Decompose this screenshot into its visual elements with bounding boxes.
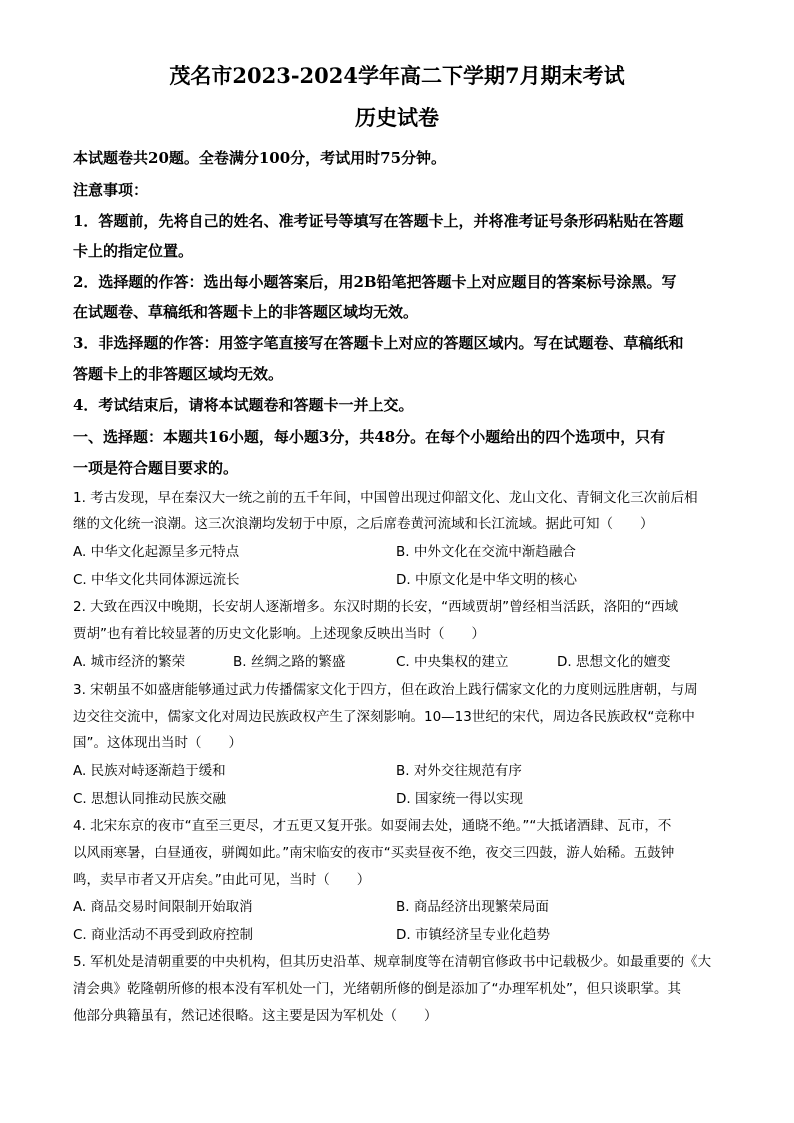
q4-option-b: B. 商品经济出现繁荣局面 xyxy=(396,899,549,915)
question-3-line-2: 边交往交流中，儒家文化对周边民族政权产生了深刻影响。10—13世纪的宋代，周边各民族政权“竞称中 xyxy=(73,709,695,725)
question-2-line-1: 2. 大致在西汉中晚期，长安胡人逐渐增多。东汉时期的长安，“西域贾胡”曾经相当活跃，洛阳的“西域 xyxy=(73,599,679,615)
question-3-line-3: 国”。这体现出当时（ ） xyxy=(73,735,242,751)
q1-option-b: B. 中外文化在交流中渐趋融合 xyxy=(396,544,576,560)
notice-item-1-line-1: 1．答题前，先将自己的姓名、准考证号等填写在答题卡上，并将准考证号条形码粘贴在答题 xyxy=(73,212,684,230)
question-5-line-1: 5. 军机处是清朝重要的中央机构，但其历史沿革、规章制度等在清朝官修政书中记载极少。如最重要的《大 xyxy=(73,954,712,970)
notice-item-2-line-1: 2．选择题的作答：选出每小题答案后，用2B铅笔把答题卡上对应题目的答案标号涂黑。写 xyxy=(73,273,677,291)
page-title: 茂名市2023-2024学年高二下学期7月期末考试 xyxy=(169,63,625,88)
q4-option-d: D. 市镇经济呈专业化趋势 xyxy=(396,927,550,943)
question-1-line-1: 1. 考古发现，早在秦汉大一统之前的五千年间，中国曾出现过仰韶文化、龙山文化、青铜文化三次前后相 xyxy=(73,490,698,506)
notice-item-3-line-2: 答题卡上的非答题区域均无效。 xyxy=(73,365,284,383)
q4-option-c: C. 商业活动不再受到政府控制 xyxy=(73,927,254,943)
q2-option-b: B. 丝绸之路的繁盛 xyxy=(233,654,346,670)
notice-item-2-line-2: 在试题卷、草稿纸和答题卡上的非答题区域均无效。 xyxy=(73,303,419,321)
q3-option-b: B. 对外交往规范有序 xyxy=(396,763,522,779)
question-3-line-1: 3. 宋朝虽不如盛唐能够通过武力传播儒家文化于四方，但在政治上践行儒家文化的力度则远胜唐朝，与周 xyxy=(73,682,698,698)
q1-option-d: D. 中原文化是中华文明的核心 xyxy=(396,572,577,588)
q3-option-c: C. 思想认同推动民族交融 xyxy=(73,791,227,807)
q3-option-a: A. 民族对峙逐渐趋于缓和 xyxy=(73,763,226,779)
q4-option-a: A. 商品交易时间限制开始取消 xyxy=(73,899,253,915)
notice-item-3-line-1: 3．非选择题的作答：用签字笔直接写在答题卡上对应的答题区域内。写在试题卷、草稿纸和 xyxy=(73,334,684,352)
q1-option-a: A. 中华文化起源呈多元特点 xyxy=(73,544,240,560)
question-2-line-2: 贾胡”也有着比较显著的历史文化影响。上述现象反映出当时（ ） xyxy=(73,626,485,642)
section-heading-line-1: 一、选择题：本题共16小题，每小题3分，共48分。在每个小题给出的四个选项中，只有 xyxy=(73,428,666,446)
q2-option-a: A. 城市经济的繁荣 xyxy=(73,654,186,670)
notice-heading: 注意事项： xyxy=(73,181,149,199)
question-4-line-1: 4. 北宋东京的夜市“直至三更尽，才五更又复开张。如耍闹去处，通晓不绝。”“大抵诸酒肆、瓦市，不 xyxy=(73,818,672,834)
q2-option-d: D. 思想文化的嬗变 xyxy=(557,654,671,670)
question-1-line-2: 继的文化统一浪潮。这三次浪潮均发轫于中原，之后席卷黄河流域和长江流域。据此可知（ ） xyxy=(73,516,654,532)
notice-item-4: 4．考试结束后，请将本试题卷和答题卡一并上交。 xyxy=(73,396,414,414)
notice-item-1-line-2: 卡上的指定位置。 xyxy=(73,242,194,260)
question-4-line-3: 鸣，卖早市者又开店矣。”由此可见，当时（ ） xyxy=(73,872,371,888)
section-heading-line-2: 一项是符合题目要求的。 xyxy=(73,459,239,477)
question-5-line-3: 他部分典籍虽有，然记述很略。这主要是因为军机处（ ） xyxy=(73,1008,438,1024)
q2-option-c: C. 中央集权的建立 xyxy=(396,654,509,670)
intro-text: 本试题卷共20题。全卷满分100分，考试用时75分钟。 xyxy=(73,149,447,167)
page-subtitle: 历史试卷 xyxy=(355,105,439,130)
q1-option-c: C. 中华文化共同体源远流长 xyxy=(73,572,240,588)
question-5-line-2: 清会典》乾隆朝所修的根本没有军机处一门，光绪朝所修的倒是添加了“办理军机处”，但只谈职掌。其 xyxy=(73,981,681,997)
q3-option-d: D. 国家统一得以实现 xyxy=(396,791,523,807)
question-4-line-2: 以风雨寒暑，白昼通夜，骈阗如此。”南宋临安的夜市“买卖昼夜不绝，夜交三四鼓，游人始稀。五鼓钟 xyxy=(73,845,675,861)
